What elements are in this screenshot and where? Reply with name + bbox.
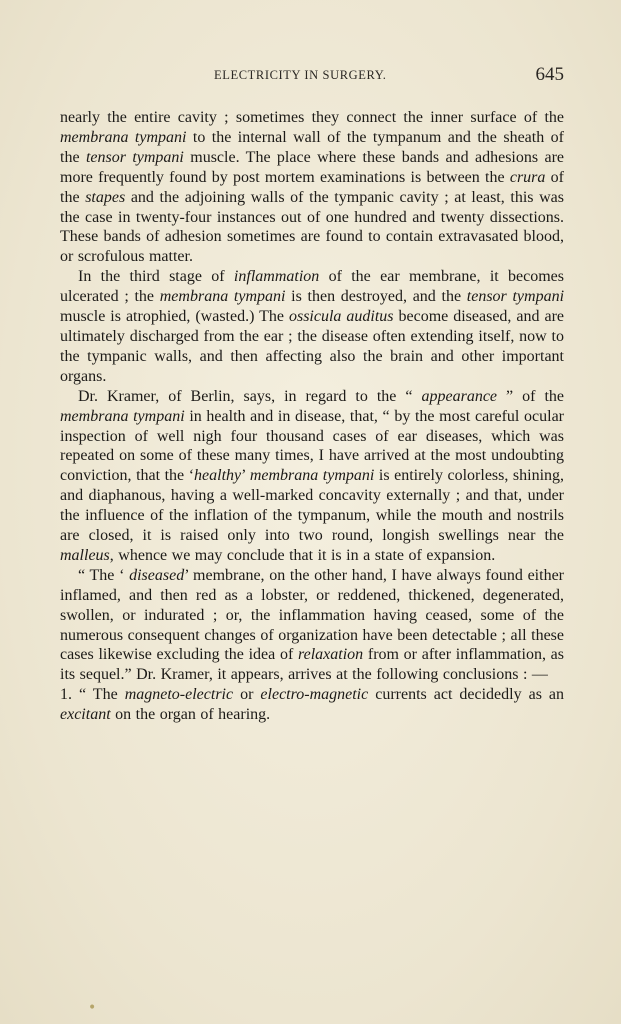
text-run: Dr. Kramer, of Berlin, says, in regard to the “	[78, 387, 422, 405]
italic-term: inflammation	[233, 268, 320, 286]
paragraph	[60, 267, 564, 386]
text-run: In the third stage of	[78, 268, 234, 286]
text-run: ’ membrane, on the other hand, I have always found either inflamed, and then red as a lobster, or reddened, thickened, degenerated, swollen, or indurated ; or, the inflammation having ceased, some of the numerous consequent changes of organization have been detectable ; all these cases likewise excluding the idea of	[60, 566, 565, 664]
text-run: from or after inflammation, as its sequel.” Dr. Kramer, it appears, arrives at the following conclusions : —	[60, 646, 564, 684]
text-run: in health and in disease, that, “ by the most careful ocular inspection of well nigh four thousand cases of ear diseases, which was repeated on some of these many times, I have arrived at the most undoubting conviction, that the ‘	[60, 407, 565, 485]
italic-term: membrana tympani	[60, 128, 187, 146]
italic-term: appearance	[421, 387, 498, 405]
italic-term: stapes	[85, 188, 126, 206]
italic-term: relaxation	[297, 646, 364, 664]
numbered-paragraph	[60, 685, 564, 725]
italic-term: diseased	[129, 566, 185, 584]
text-run: 1. “ The	[60, 686, 125, 704]
italic-term: electro-magnetic	[260, 686, 369, 704]
text-run: of the	[60, 168, 564, 206]
italic-term: magneto-electric	[124, 686, 234, 704]
italic-term: membrana tympani	[159, 288, 286, 306]
italic-term: membrana tympani	[249, 467, 375, 485]
running-head: ELECTRICITY IN SURGERY.	[214, 68, 387, 82]
italic-term: ossicula auditus	[288, 308, 394, 326]
italic-term: crura	[509, 168, 546, 186]
text-run: of the ear membrane, it becomes ulcerated ; the	[60, 268, 565, 306]
text-run: currents act decidedly as an	[368, 686, 565, 704]
text-run: is entirely colorless, shining, and diaphanous, having a well-marked concavity externally ; and that, under the influence of the inflation of the tympanum, while the mouth and nostrils are closed, it is raised only into two round, longish swellings near the	[60, 467, 565, 545]
italic-term: membrana tympani	[60, 407, 185, 425]
paragraph	[60, 387, 564, 566]
text-run: muscle. The place where these bands and adhesions are more frequently found by post mortem examinations is between the	[60, 148, 565, 186]
text-run: on the organ of hearing.	[110, 706, 271, 724]
text-run: or	[233, 686, 261, 704]
italic-term: healthy	[194, 467, 242, 485]
stray-mark: •	[88, 1000, 97, 1016]
text-run: become diseased, and are ultimately discharged from the ear ; the disease often extending itself, now to the tympanic walls, and then affecting also the brain and other important organs.	[60, 308, 565, 385]
page-header	[60, 64, 564, 88]
page-number: 645	[535, 64, 564, 85]
text-run: “ The ‘	[78, 566, 130, 584]
body-text	[60, 108, 564, 725]
italic-term: tensor tympani	[466, 288, 565, 306]
text-run: is then destroyed, and the	[285, 288, 467, 306]
paragraph	[60, 566, 564, 685]
text-run: and the adjoining walls of the tympanic cavity ; at least, this was the case in twenty-four instances out of one hundred and twenty dissections. These bands of adhesion sometimes are found to contain extravasated blood, or scrofulous matter.	[60, 188, 565, 266]
italic-term: tensor tympani	[85, 148, 184, 166]
text-run: muscle is atrophied, (wasted.) The	[60, 308, 289, 326]
paragraph	[60, 108, 564, 267]
text-run: ’	[241, 467, 250, 485]
text-run: nearly the entire cavity ; sometimes they connect the inner surface of the	[60, 109, 564, 126]
text-run: to the internal wall of the tympanum and the sheath of the	[60, 128, 564, 166]
italic-term: excitant	[60, 706, 111, 724]
text-run: , whence we may conclude that it is in a state of expansion.	[109, 546, 496, 564]
italic-term: malleus	[60, 546, 110, 564]
text-run: ” of the	[497, 387, 564, 405]
